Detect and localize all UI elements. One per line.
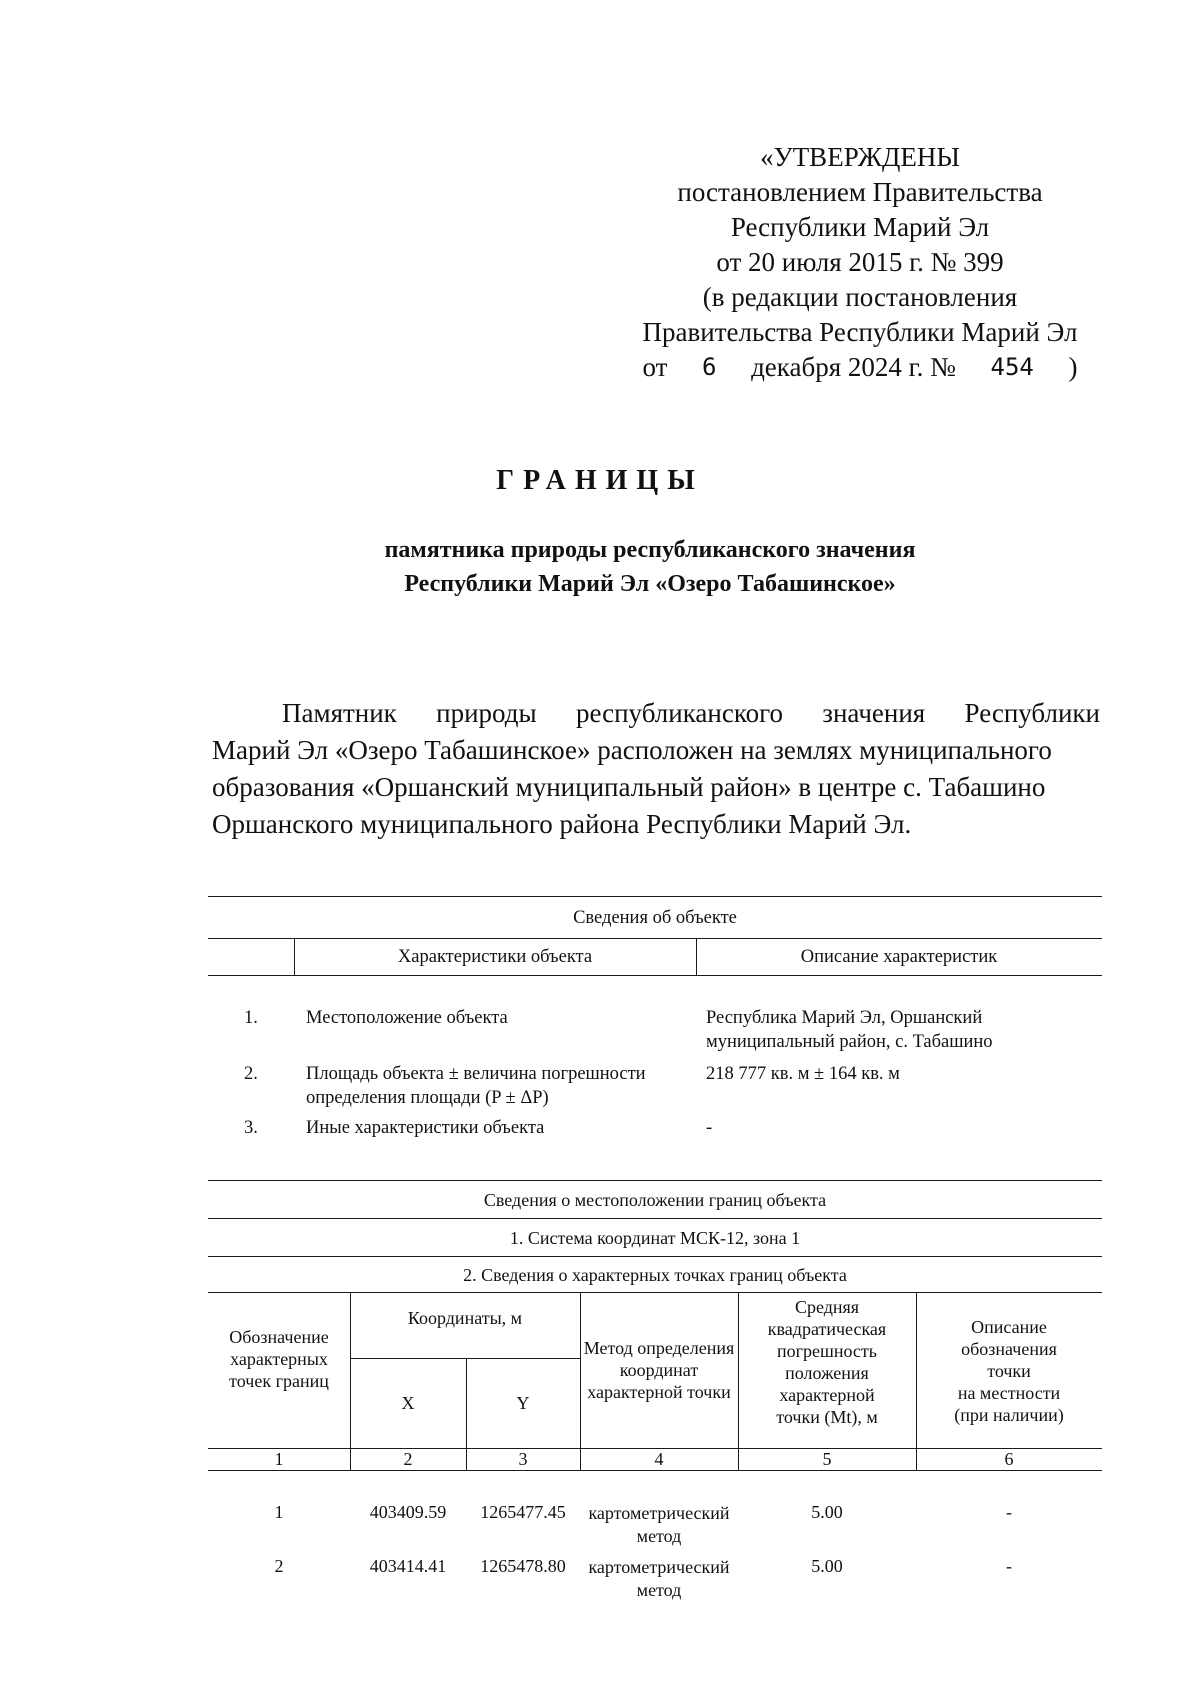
table-rule xyxy=(350,1358,580,1359)
document-subtitle xyxy=(300,533,1000,601)
row-number: 1. xyxy=(244,1008,258,1028)
col-x: X xyxy=(401,1393,415,1413)
col-number: 4 xyxy=(654,1449,664,1469)
col-description-line: Описание xyxy=(971,1317,1047,1337)
row-name: Площадь объекта ± величина погрешности xyxy=(306,1064,646,1084)
table-rule xyxy=(208,975,1102,976)
col-description-line: (при наличии) xyxy=(954,1405,1064,1425)
col-description: Описание характеристик xyxy=(800,947,998,967)
table-rule xyxy=(208,1292,1102,1293)
col-error-line: погрешность xyxy=(776,1341,877,1361)
approval-prefix: от xyxy=(642,352,668,382)
col-error-line: Средняя xyxy=(794,1297,860,1317)
col-description-line: обозначения xyxy=(961,1339,1057,1359)
row-value: Республика Марий Эл, Оршанский xyxy=(706,1008,983,1028)
row-name: Иные характеристики объекта xyxy=(306,1118,545,1138)
intro-word: республиканского xyxy=(575,698,783,728)
document-title: ГРАНИЦЫ xyxy=(496,465,704,496)
col-designation xyxy=(208,1326,350,1392)
point-number: 2 xyxy=(274,1556,284,1576)
table-rule xyxy=(208,1256,1102,1257)
approval-day: 6 xyxy=(702,353,717,381)
row-number: 2. xyxy=(244,1064,258,1084)
col-description-line: на местности xyxy=(957,1383,1061,1403)
intro-word: природы xyxy=(436,698,537,728)
col-designation-line: характерных xyxy=(230,1349,328,1369)
object-info-header: Сведения об объекте xyxy=(573,908,737,928)
row-name: определения площади (P ± ΔP) xyxy=(306,1088,549,1108)
col-description-line: точки xyxy=(987,1361,1031,1381)
table-rule xyxy=(208,896,1102,897)
table-rule xyxy=(208,1218,1102,1219)
subtitle-line: Республики Марий Эл «Озеро Табашинское» xyxy=(404,571,896,597)
point-mt: 5.00 xyxy=(811,1556,843,1576)
col-number: 5 xyxy=(822,1449,832,1469)
col-error-line: характерной xyxy=(779,1385,875,1405)
col-number: 2 xyxy=(403,1449,413,1469)
approval-month-year: декабря 2024 г. № xyxy=(751,352,956,382)
point-y: 1265478.80 xyxy=(480,1556,566,1576)
col-description xyxy=(916,1316,1102,1426)
col-designation-line: точек границ xyxy=(229,1371,329,1391)
approval-line: Правительства Республики Марий Эл xyxy=(642,317,1078,347)
intro-word: Памятник xyxy=(282,698,397,728)
intro-line: образования «Оршанский муниципальный район» в центре с. Табашино xyxy=(212,772,1046,802)
col-number: 1 xyxy=(274,1449,284,1469)
approval-line: от 20 июля 2015 г. № 399 xyxy=(716,247,1004,277)
point-method xyxy=(580,1502,738,1548)
point-method-line: картометрический xyxy=(588,1557,730,1577)
row-number: 3. xyxy=(244,1118,258,1138)
intro-line: Оршанского муниципального района Республики Марий Эл. xyxy=(212,809,912,839)
point-y: 1265477.45 xyxy=(480,1502,566,1522)
col-coordinates: Координаты, м xyxy=(407,1308,523,1328)
row-value: муниципальный район, с. Табашино xyxy=(706,1032,993,1052)
table-rule xyxy=(208,1470,1102,1471)
approval-number: 454 xyxy=(990,353,1034,381)
col-characteristics: Характеристики объекта xyxy=(397,947,593,967)
point-description: - xyxy=(1006,1502,1012,1522)
col-error xyxy=(738,1296,916,1428)
row-value: - xyxy=(706,1118,713,1138)
col-designation-line: Обозначение xyxy=(229,1327,329,1347)
table-rule xyxy=(208,938,1102,939)
point-method-line: метод xyxy=(636,1526,682,1546)
point-method-line: картометрический xyxy=(588,1503,730,1523)
row-value: 218 777 кв. м ± 164 кв. м xyxy=(706,1064,900,1084)
point-x: 403409.59 xyxy=(369,1502,447,1522)
intro-paragraph xyxy=(212,695,1100,843)
col-method-line: координат xyxy=(619,1360,699,1380)
points-header: 2. Сведения о характерных точках границ объекта xyxy=(463,1265,847,1285)
approval-amendment-line xyxy=(643,350,1078,385)
approval-line: постановлением Правительства xyxy=(677,177,1043,207)
subtitle-line: памятника природы республиканского значения xyxy=(384,537,916,563)
point-description: - xyxy=(1006,1556,1012,1576)
row-name: Местоположение объекта xyxy=(306,1008,508,1028)
intro-word: значения xyxy=(822,698,926,728)
coord-system: 1. Система координат МСК-12, зона 1 xyxy=(509,1228,801,1248)
approval-line: «УТВЕРЖДЕНЫ xyxy=(760,142,960,172)
col-y: Y xyxy=(516,1393,530,1413)
col-error-line: положения xyxy=(785,1363,869,1383)
col-number: 6 xyxy=(1004,1449,1014,1469)
intro-line-first xyxy=(212,695,1100,732)
col-method-line: характерной точки xyxy=(587,1382,731,1402)
table-rule xyxy=(208,1180,1102,1181)
point-mt: 5.00 xyxy=(811,1502,843,1522)
intro-line: Марий Эл «Озеро Табашинское» расположен на землях муниципального xyxy=(212,735,1052,765)
point-x: 403414.41 xyxy=(369,1556,447,1576)
point-method-line: метод xyxy=(636,1580,682,1600)
col-method xyxy=(580,1337,738,1403)
point-method xyxy=(580,1556,738,1602)
approval-line: Республики Марий Эл xyxy=(730,212,990,242)
col-number: 3 xyxy=(518,1449,528,1469)
col-method-line: Метод определения xyxy=(583,1338,735,1358)
approval-closing: ) xyxy=(1068,352,1078,382)
approval-line: (в редакции постановления xyxy=(702,282,1018,312)
approval-block xyxy=(610,140,1110,385)
col-error-line: квадратическая xyxy=(767,1319,887,1339)
boundary-info-header: Сведения о местоположении границ объекта xyxy=(483,1190,827,1210)
col-error-line: точки (Mt), м xyxy=(776,1407,878,1427)
intro-word: Республики xyxy=(964,698,1100,728)
point-number: 1 xyxy=(274,1502,284,1522)
